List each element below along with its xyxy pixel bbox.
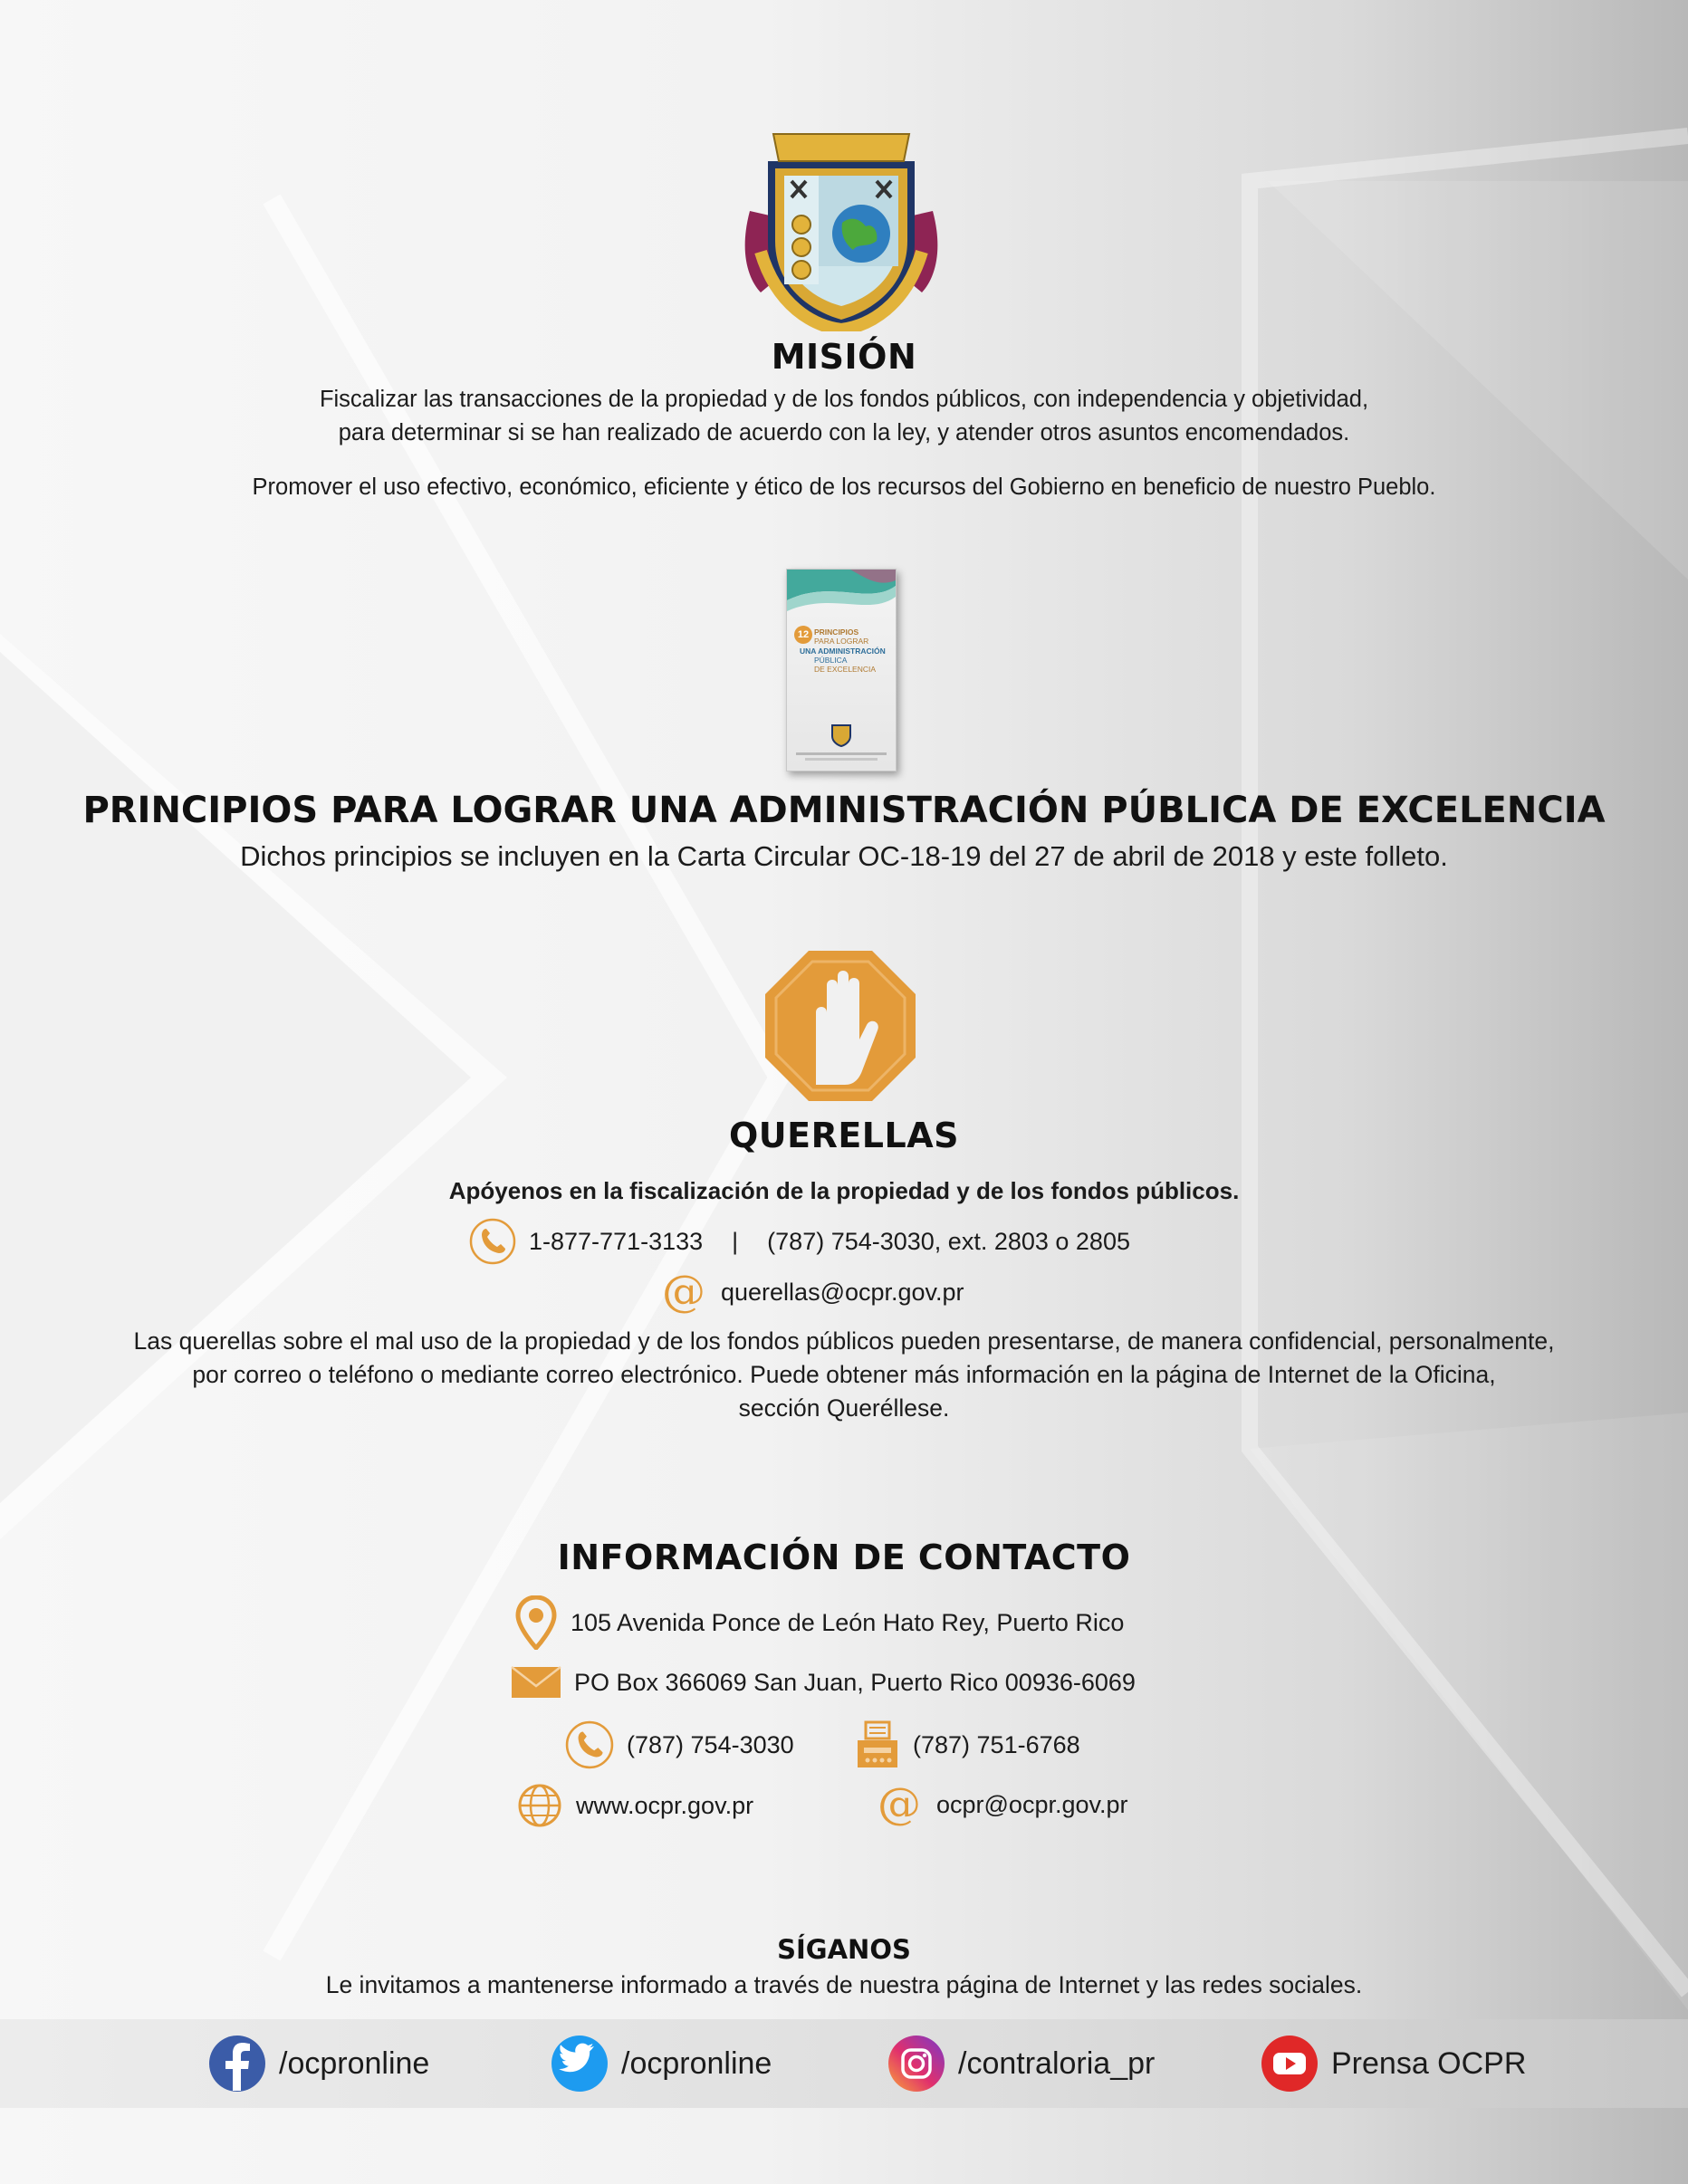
booklet-footer-line: [805, 758, 878, 761]
contacto-email-row: [875, 1780, 1128, 1829]
twitter-handle[interactable]: /ocpronline: [621, 2045, 772, 2081]
phone-icon: [565, 1720, 614, 1769]
booklet-title-line2: PARA LOGRAR: [814, 637, 869, 646]
svg-text:@: @: [878, 1780, 921, 1829]
mision-title: MISIÓN: [771, 337, 917, 377]
querellas-email-row: [659, 1268, 964, 1317]
ocpr-crest-logo: [741, 125, 942, 331]
at-sign-icon: [875, 1780, 924, 1829]
siganos-text: Le invitamos a mantenerse informado a través de nuestra página de Internet y las redes sociales.: [325, 1971, 1363, 1998]
instagram-icon: [887, 2035, 945, 2093]
principios-title: PRINCIPIOS PARA LOGRAR UNA ADMINISTRACIÓN PÚBLICA DE EXCELENCIA: [82, 790, 1606, 831]
contacto-phone-row: [565, 1720, 794, 1769]
mision-text-line2: para determinar si se han realizado de acuerdo con la ley, y atender otros asuntos encomendados.: [338, 420, 1350, 445]
globe-icon: [516, 1782, 563, 1829]
envelope-icon: [511, 1666, 561, 1699]
location-pin-icon: [514, 1595, 558, 1650]
querellas-body-line1: Las querellas sobre el mal uso de la propiedad y de los fondos públicos pueden presentarse, de manera confidencial, personalmente,: [133, 1327, 1555, 1355]
instagram-link[interactable]: [887, 2035, 1155, 2093]
facebook-handle[interactable]: /ocpronline: [279, 2045, 430, 2081]
booklet-footer-line: [796, 752, 887, 755]
booklet-number-badge: 12: [794, 626, 812, 644]
at-sign-icon: [659, 1268, 708, 1317]
contacto-title: INFORMACIÓN DE CONTACTO: [557, 1537, 1131, 1577]
facebook-link[interactable]: [208, 2035, 429, 2093]
contacto-address-row: [514, 1595, 1124, 1650]
instagram-handle[interactable]: /contraloria_pr: [958, 2045, 1156, 2081]
twitter-icon: [551, 2035, 609, 2093]
twitter-link[interactable]: [551, 2035, 772, 2093]
querellas-lead: Apóyenos en la fiscalización de la propiedad y de los fondos públicos.: [448, 1177, 1240, 1204]
querellas-phone-local[interactable]: (787) 754-3030, ext. 2803 o 2805: [767, 1227, 1130, 1255]
querellas-phone-separator: |: [732, 1227, 739, 1255]
contacto-web-row: [516, 1782, 753, 1829]
booklet-title-line3: UNA ADMINISTRACIÓN: [800, 647, 886, 656]
contacto-pobox: PO Box 366069 San Juan, Puerto Rico 00936-6069: [574, 1668, 1136, 1696]
mision-text-line3: Promover el uso efectivo, económico, eficiente y ético de los recursos del Gobierno en beneficio de nuestro Pueblo.: [252, 474, 1436, 500]
contacto-address: 105 Avenida Ponce de León Hato Rey, Puerto Rico: [571, 1608, 1125, 1636]
booklet-title-line5: DE EXCELENCIA: [814, 665, 877, 674]
contacto-web-link[interactable]: www.ocpr.gov.pr: [576, 1791, 754, 1819]
siganos-title: SÍGANOS: [777, 1934, 911, 1965]
booklet-title-line4: PÚBLICA: [814, 656, 848, 665]
stop-hand-icon: [763, 949, 917, 1103]
contacto-email-link[interactable]: ocpr@ocpr.gov.pr: [936, 1790, 1128, 1818]
principios-booklet-image: [786, 569, 897, 771]
querellas-title: QUERELLAS: [728, 1116, 960, 1155]
querellas-body-line2: por correo o teléfono o mediante correo electrónico. Puede obtener más información en la página de Internet de la Oficina,: [192, 1361, 1496, 1388]
booklet-crest-icon: [830, 723, 852, 747]
phone-icon: [469, 1218, 516, 1265]
contacto-pobox-row: [511, 1666, 1136, 1699]
contacto-fax: (787) 751-6768: [913, 1730, 1080, 1758]
principios-subtitle: Dichos principios se incluyen en la Carta Circular OC-18-19 del 27 de abril de 2018 y este folleto.: [240, 840, 1448, 872]
querellas-email[interactable]: querellas@ocpr.gov.pr: [721, 1278, 964, 1306]
mision-text-line1: Fiscalizar las transacciones de la propiedad y de los fondos públicos, con independencia y objetividad,: [319, 387, 1369, 412]
querellas-body-line3: sección Queréllese.: [738, 1394, 950, 1422]
querellas-phone-tollfree[interactable]: 1-877-771-3133: [529, 1227, 704, 1255]
booklet-title-line1: PRINCIPIOS: [814, 627, 859, 637]
querellas-phone-row: [469, 1218, 1130, 1265]
contacto-fax-row: [855, 1720, 1080, 1769]
youtube-icon: [1261, 2035, 1319, 2093]
youtube-channel[interactable]: Prensa OCPR: [1331, 2045, 1527, 2081]
facebook-icon: [208, 2035, 266, 2093]
youtube-link[interactable]: [1261, 2035, 1526, 2093]
contacto-phone[interactable]: (787) 754-3030: [627, 1730, 794, 1758]
svg-text:@: @: [662, 1268, 705, 1317]
booklet-wave-graphic: [787, 570, 896, 624]
fax-icon: [855, 1720, 900, 1769]
